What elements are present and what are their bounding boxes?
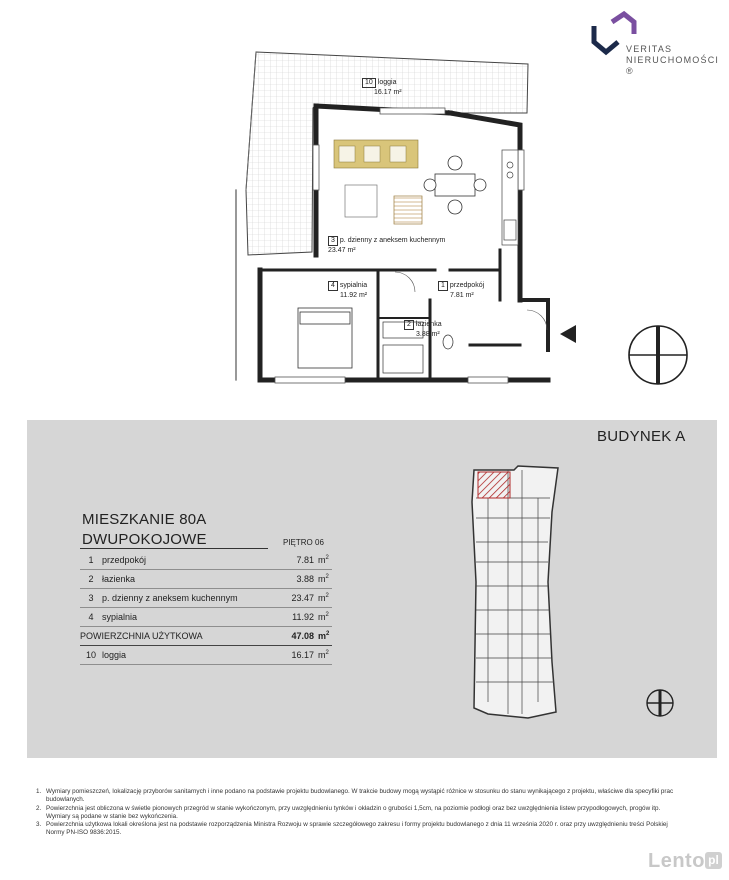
total-row: POWIERZCHNIA UŻYTKOWA 47.08 $m^2$ — [80, 627, 332, 646]
plan-label-loggia: 10 loggia 16.17 m² — [362, 78, 402, 97]
plan-label-living: 3 p. dzienny z aneksem kuchennym 23.47 m² — [328, 237, 446, 254]
building-title: BUDYNEK A — [597, 428, 686, 445]
footnotes — [36, 788, 686, 838]
table-row: 10 loggia 16.17 $m^2$ — [80, 646, 332, 665]
building-keyplan — [468, 462, 568, 726]
logo-line2: NIERUCHOMOŚCI — [626, 55, 720, 65]
logo-line1: VERITAS — [626, 44, 673, 54]
plan-label-bathroom: 2 łazienka 3.88 m² — [404, 320, 442, 339]
table-row: 1 przedpokój 7.81 $m^2$ — [80, 551, 332, 570]
apartment-type: DWUPOKOJOWE — [82, 531, 207, 548]
footnote: 3. Powierzchnia użytkowa lokali określona jest na podstawie rozporządzenia Ministra Rozwoju w sprawie szczegółowego zakresu i formy projektu budowlanego z dnia 11 września 2020 r. oraz przy uwzględnieniu treści Polskiej Normy PN-ISO 9836:2015. — [36, 821, 668, 837]
entrance-arrow — [560, 325, 576, 343]
rooms-table — [80, 551, 332, 665]
table-row: 2 łazienka 3.88 $m^2$ — [80, 570, 332, 589]
kitchen — [502, 150, 518, 245]
title-underline — [80, 548, 268, 549]
logo-reg: ® — [626, 66, 634, 76]
footnote: 1. Wymiary pomieszczeń, lokalizację przyborów sanitarnych i inne podano na podstawie projektu budowlanego. W trakcie budowy mogą wystąpić różnice w stosunku do stanu wynikającego z projektu, właściwe dla specyfiki prac budowlanych. — [36, 788, 674, 804]
apartment-title — [82, 510, 207, 550]
footnote: 2. Powierzchnia jest obliczona w świetle pionowych przegród w stanie wykończonym, przy uwzględnieniu tynków i okładzin o grubości 1,5cm, na poziomie podłogi oraz bez uwzględnienia listew przypodłogowych, progów itp. Wymiary są podane w stanie bez wykończenia. — [36, 804, 661, 820]
compass-icon — [629, 326, 687, 384]
plan-label-bedroom: 4 sypialnia 11.92 m² — [328, 281, 367, 300]
compass-small-icon — [645, 688, 675, 718]
bed — [298, 308, 352, 368]
watermark-badge: pl — [705, 852, 722, 869]
floor-label: PIĘTRO 06 — [283, 538, 324, 547]
table-row: 3 p. dzienny z aneksem kuchennym 23.47 $m^2$ — [80, 589, 332, 608]
coffee-table — [394, 196, 422, 224]
watermark: Lento — [648, 850, 705, 872]
dining-set — [424, 156, 486, 214]
sofa — [334, 140, 418, 168]
table-row: 4 sypialnia 11.92 $m^2$ — [80, 608, 332, 627]
plan-label-hall: 1 przedpokój 7.81 m² — [438, 281, 484, 300]
rug — [345, 185, 377, 217]
apartment-number: MIESZKANIE 80A — [82, 511, 207, 528]
